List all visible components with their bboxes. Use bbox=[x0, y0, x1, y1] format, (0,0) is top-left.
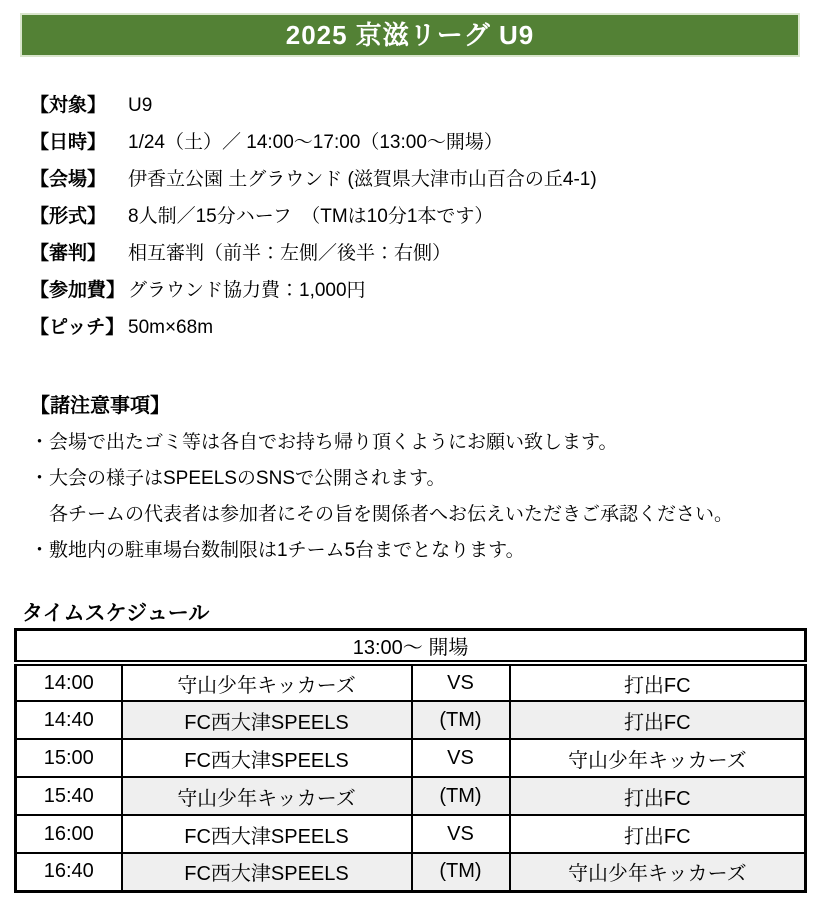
detail-label: 【審判】 bbox=[30, 243, 107, 265]
detail-row-venue bbox=[30, 162, 800, 199]
schedule-row bbox=[16, 701, 806, 739]
page-title: 2025 京滋リーグ U9 bbox=[285, 20, 535, 50]
detail-value: 伊香立公園 土グラウンド (滋賀県大津市山百合の丘4-1) bbox=[128, 169, 597, 191]
detail-label: 【日時】 bbox=[30, 132, 107, 154]
detail-value: 相互審判（前半：左側／後半：右側） bbox=[128, 243, 452, 265]
note-line: ・大会の様子はSPEELSのSNSで公開されます。 bbox=[30, 467, 446, 489]
note-line: ・敷地内の駐車場台数制限は1チーム5台までとなります。 bbox=[30, 539, 525, 561]
detail-row-target bbox=[30, 88, 800, 125]
match-time: 16:40 bbox=[16, 853, 122, 891]
schedule-header-row bbox=[16, 630, 806, 664]
detail-row-datetime bbox=[30, 125, 800, 162]
detail-value: グラウンド協力費：1,000円 bbox=[128, 280, 366, 302]
schedule-row bbox=[16, 853, 806, 891]
match-time: 14:00 bbox=[16, 663, 122, 701]
schedule-row bbox=[16, 663, 806, 701]
detail-value: 50m×68m bbox=[128, 317, 214, 339]
match-time: 16:00 bbox=[16, 815, 122, 853]
detail-row-pitch bbox=[30, 310, 800, 347]
detail-label: 【形式】 bbox=[30, 206, 107, 228]
match-type: (TM) bbox=[412, 853, 510, 891]
match-type: VS bbox=[412, 739, 510, 777]
match-type: (TM) bbox=[412, 701, 510, 739]
away-team: 守山少年キッカーズ bbox=[510, 853, 806, 891]
detail-label: 【対象】 bbox=[30, 95, 107, 117]
detail-label: 【会場】 bbox=[30, 169, 107, 191]
detail-label: 【参加費】 bbox=[30, 280, 126, 302]
notes-section bbox=[30, 384, 800, 566]
home-team: FC西大津SPEELS bbox=[122, 701, 412, 739]
home-team: FC西大津SPEELS bbox=[122, 739, 412, 777]
detail-row-format bbox=[30, 199, 800, 236]
schedule-row bbox=[16, 739, 806, 777]
away-team: 打出FC bbox=[510, 663, 806, 701]
home-team: 守山少年キッカーズ bbox=[122, 663, 412, 701]
home-team: FC西大津SPEELS bbox=[122, 815, 412, 853]
match-time: 14:40 bbox=[16, 701, 122, 739]
schedule-table bbox=[14, 628, 807, 893]
note-line: ・会場で出たゴミ等は各自でお持ち帰り頂くようにお願い致します。 bbox=[30, 431, 618, 453]
away-team: 守山少年キッカーズ bbox=[510, 739, 806, 777]
match-type: (TM) bbox=[412, 777, 510, 815]
detail-row-referee bbox=[30, 236, 800, 273]
match-time: 15:00 bbox=[16, 739, 122, 777]
notes-heading: 【諸注意事項】 bbox=[30, 394, 170, 417]
detail-value: U9 bbox=[128, 95, 153, 117]
note-line-continuation: 各チームの代表者は参加者にその旨を関係者へお伝えいただきご承認ください。 bbox=[49, 503, 734, 525]
home-team: FC西大津SPEELS bbox=[122, 853, 412, 891]
match-type: VS bbox=[412, 663, 510, 701]
schedule-heading: タイムスケジュール bbox=[22, 602, 210, 625]
title-banner bbox=[20, 13, 800, 57]
match-time: 15:40 bbox=[16, 777, 122, 815]
detail-label: 【ピッチ】 bbox=[30, 317, 125, 339]
away-team: 打出FC bbox=[510, 777, 806, 815]
home-team: 守山少年キッカーズ bbox=[122, 777, 412, 815]
match-type: VS bbox=[412, 815, 510, 853]
schedule-row bbox=[16, 815, 806, 853]
away-team: 打出FC bbox=[510, 701, 806, 739]
detail-value: 8人制／15分ハーフ （TMは10分1本です） bbox=[128, 206, 494, 228]
event-details bbox=[30, 88, 800, 347]
schedule-row bbox=[16, 777, 806, 815]
detail-value: 1/24（土）／ 14:00～17:00（13:00～開場） bbox=[128, 132, 503, 154]
gate-open-header: 13:00～ 開場 bbox=[16, 630, 806, 664]
away-team: 打出FC bbox=[510, 815, 806, 853]
detail-row-fee bbox=[30, 273, 800, 310]
